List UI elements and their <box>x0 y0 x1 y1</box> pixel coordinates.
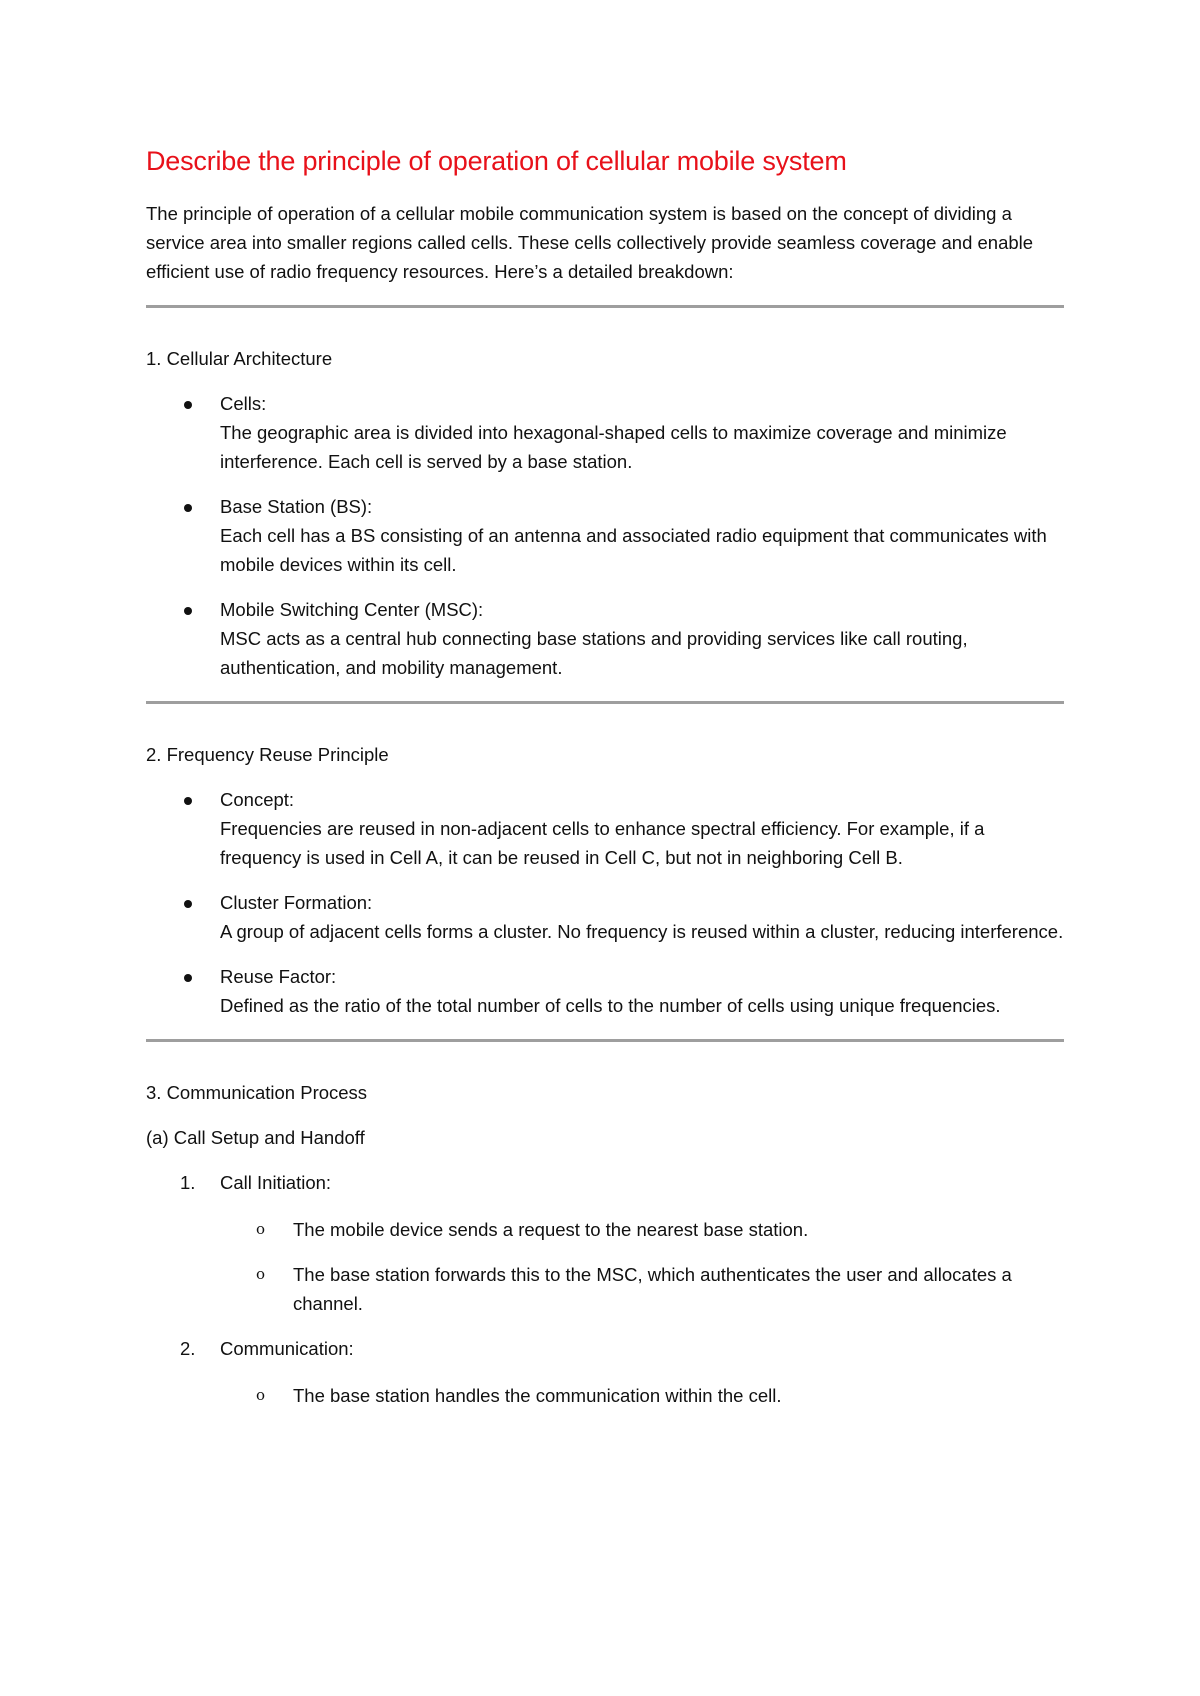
horizontal-rule <box>146 1039 1064 1042</box>
numbered-item <box>146 1334 1064 1410</box>
list-item <box>146 962 1064 1020</box>
item-term: Base Station (BS): <box>220 496 373 518</box>
item-term: Mobile Switching Center (MSC): <box>220 599 484 621</box>
bullet-icon <box>184 974 192 982</box>
item-term: Cells: <box>220 393 267 415</box>
sub-bullet-list <box>220 1381 1064 1410</box>
sub-item-text: The base station forwards this to the MSC, which authenticates the user and allocates a channel. <box>293 1264 1012 1315</box>
step-number: 1. <box>180 1172 196 1194</box>
document-page <box>146 145 1064 1410</box>
list-item <box>146 888 1064 946</box>
circle-bullet-icon: o <box>256 1386 266 1405</box>
item-description: A group of adjacent cells forms a cluster. No frequency is reused within a cluster, reducing interference. <box>220 921 1064 943</box>
section-heading-cellular-architecture: 1. Cellular Architecture <box>146 348 333 370</box>
document-title: Describe the principle of operation of cellular mobile system <box>146 146 847 176</box>
bullet-icon <box>184 900 192 908</box>
sub-list-item <box>146 1381 1064 1410</box>
sub-item-text: The mobile device sends a request to the nearest base station. <box>293 1219 809 1241</box>
horizontal-rule <box>146 701 1064 704</box>
sub-list-item <box>146 1215 1064 1244</box>
list-item <box>146 389 1064 476</box>
sub-item-text: The base station handles the communication within the cell. <box>293 1385 782 1407</box>
list-item <box>146 595 1064 682</box>
bullet-list-frequency-reuse <box>146 785 1064 1020</box>
numbered-list-call-steps <box>146 1168 1064 1410</box>
sub-bullet-list <box>220 1215 1064 1318</box>
numbered-item <box>146 1168 1064 1318</box>
item-description: Defined as the ratio of the total number of cells to the number of cells using unique frequencies. <box>220 995 1001 1017</box>
subsection-heading-call-setup: (a) Call Setup and Handoff <box>146 1127 365 1149</box>
item-term: Cluster Formation: <box>220 892 373 914</box>
item-term: Reuse Factor: <box>220 966 337 988</box>
circle-bullet-icon: o <box>256 1220 266 1239</box>
item-description: Each cell has a BS consisting of an antenna and associated radio equipment that communicates with mobile devices within its cell. <box>220 525 1047 576</box>
item-description: Frequencies are reused in non-adjacent cells to enhance spectral efficiency. For example, if a frequency is used in Cell A, it can be reused in Cell C, but not in neighboring Cell B. <box>220 818 985 869</box>
step-label: Communication: <box>220 1338 354 1360</box>
list-item <box>146 785 1064 872</box>
bullet-icon <box>184 607 192 615</box>
item-term: Concept: <box>220 789 295 811</box>
bullet-list-cellular-architecture <box>146 389 1064 682</box>
list-item <box>146 492 1064 579</box>
sub-list-item <box>146 1260 1064 1318</box>
bullet-icon <box>184 797 192 805</box>
step-label: Call Initiation: <box>220 1172 332 1194</box>
section-heading-communication-process: 3. Communication Process <box>146 1082 368 1104</box>
step-number: 2. <box>180 1338 196 1360</box>
horizontal-rule <box>146 305 1064 308</box>
section-heading-frequency-reuse: 2. Frequency Reuse Principle <box>146 744 389 766</box>
item-description: The geographic area is divided into hexagonal-shaped cells to maximize coverage and minimize interference. Each cell is served by a base station. <box>220 422 1007 473</box>
intro-paragraph: The principle of operation of a cellular mobile communication system is based on the concept of dividing a service area into smaller regions called cells. These cells collectively provide seamless coverage and enable efficient use of radio frequency resources. Here’s a detailed breakdown: <box>146 203 1034 283</box>
item-description: MSC acts as a central hub connecting base stations and providing services like call routing, authentication, and mobility management. <box>220 628 968 679</box>
bullet-icon <box>184 401 192 409</box>
circle-bullet-icon: o <box>256 1265 266 1284</box>
bullet-icon <box>184 504 192 512</box>
